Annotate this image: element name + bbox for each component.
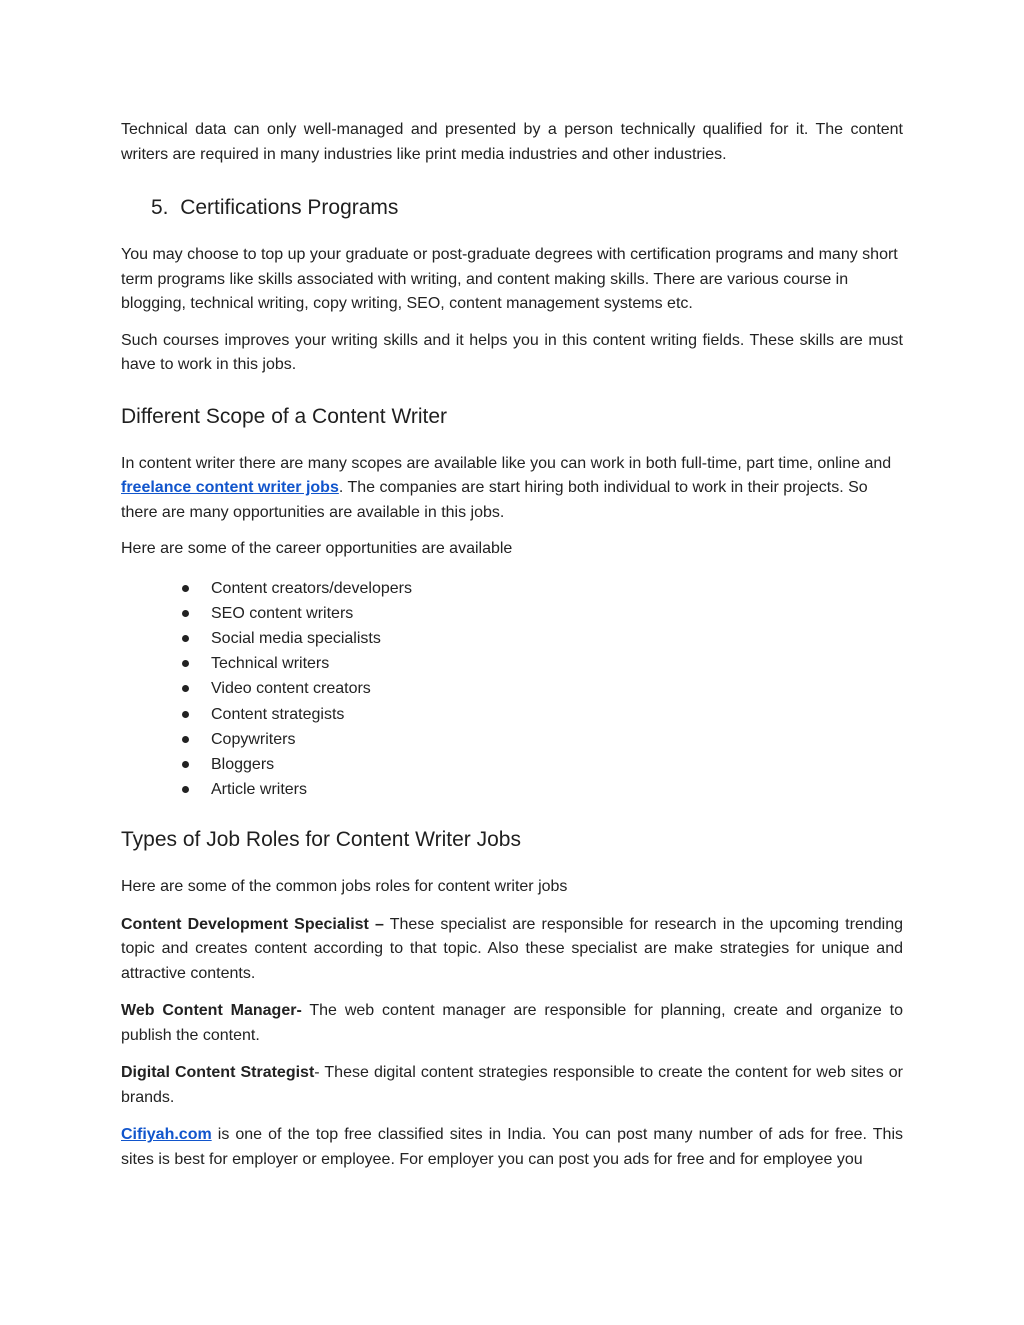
section-5-title: Certifications Programs: [180, 196, 399, 219]
list-item-text: Technical writers: [211, 655, 330, 673]
scope-paragraph: [121, 452, 903, 526]
list-item-text: Content creators/developers: [211, 579, 412, 597]
role-web-content-manager: [121, 999, 903, 1048]
scope-text-before: In content writer there are many scopes are available like you can work in both full-time, part time, online and: [121, 454, 892, 472]
certifications-paragraph-2: Such courses improves your writing skills and it helps you in this content writing fields. These skills are must have to work in this jobs.: [121, 331, 903, 373]
career-list-intro: Here are some of the career opportunities are available: [121, 540, 513, 557]
page-content: [121, 118, 903, 1172]
section-5-number: 5.: [151, 196, 169, 219]
bullet-icon: [182, 736, 189, 743]
role-content-development: [121, 913, 903, 987]
bullet-icon: [182, 660, 189, 667]
role-digital-strategist: [121, 1061, 903, 1110]
list-item: [121, 626, 903, 651]
list-item: [121, 676, 903, 701]
career-list: [121, 576, 903, 803]
role-description: These specialist are responsible for research in the upcoming trending topic and creates content according to that topic. Also these specialist are make strategies for unique and attractive contents.: [121, 915, 903, 982]
bullet-icon: [182, 786, 189, 793]
scope-text-after: . The companies are start hiring both individual to work in their projects. So there are many opportunities are available in this jobs.: [121, 479, 868, 521]
job-roles-intro: Here are some of the common jobs roles for content writer jobs: [121, 878, 568, 896]
intro-paragraph: Technical data can only well-managed and presented by a person technically qualified for it. The content writers are required in many industries like print media industries and other industries.: [121, 121, 903, 163]
freelance-jobs-link[interactable]: freelance content writer jobs: [121, 479, 339, 496]
job-roles-heading: Types of Job Roles for Content Writer Jobs: [121, 828, 521, 852]
list-item-text: Video content creators: [211, 680, 371, 698]
cifiyah-link[interactable]: Cifiyah.com: [121, 1126, 212, 1144]
cifiyah-paragraph: [121, 1123, 903, 1172]
role-title: Digital Content Strategist: [121, 1064, 315, 1082]
bullet-icon: [182, 585, 189, 592]
bullet-icon: [182, 635, 189, 642]
list-item-text: Content strategists: [211, 705, 345, 723]
list-item-text: Article writers: [211, 781, 308, 799]
bullet-icon: [182, 761, 189, 768]
list-item: [121, 601, 903, 626]
list-item-text: Copywriters: [211, 730, 296, 748]
list-item: [121, 727, 903, 752]
certifications-paragraph-1: You may choose to top up your graduate or post-graduate degrees with certification programs and many short term programs like skills associated with writing, and content making skills. There are various course in blogging, technical writing, copy writing, SEO, content management systems etc.: [121, 246, 898, 312]
list-item: [121, 576, 903, 601]
bullet-icon: [182, 685, 189, 692]
list-item: [121, 777, 903, 802]
role-description: The web content manager are responsible for planning, create and organize to publish the content.: [121, 1002, 904, 1044]
role-title: Web Content Manager-: [121, 1002, 302, 1020]
scope-heading: Different Scope of a Content Writer: [121, 404, 448, 428]
bullet-icon: [182, 610, 189, 617]
cifiyah-text: is one of the top free classified sites in India. You can post many number of ads for free. This sites is best for employer or employee. For employer you can post you ads for free and for employee you: [121, 1126, 903, 1168]
list-item-text: Social media specialists: [211, 629, 381, 647]
list-item: [121, 651, 903, 676]
role-description: - These digital content strategies responsible to create the content for web sites or brands.: [121, 1064, 903, 1106]
bullet-icon: [182, 711, 189, 718]
role-title: Content Development Specialist –: [121, 915, 384, 933]
section-5-heading: [121, 194, 903, 222]
list-item-text: SEO content writers: [211, 604, 354, 622]
list-item-text: Bloggers: [211, 755, 275, 773]
list-item: [121, 752, 903, 777]
list-item: [121, 702, 903, 727]
